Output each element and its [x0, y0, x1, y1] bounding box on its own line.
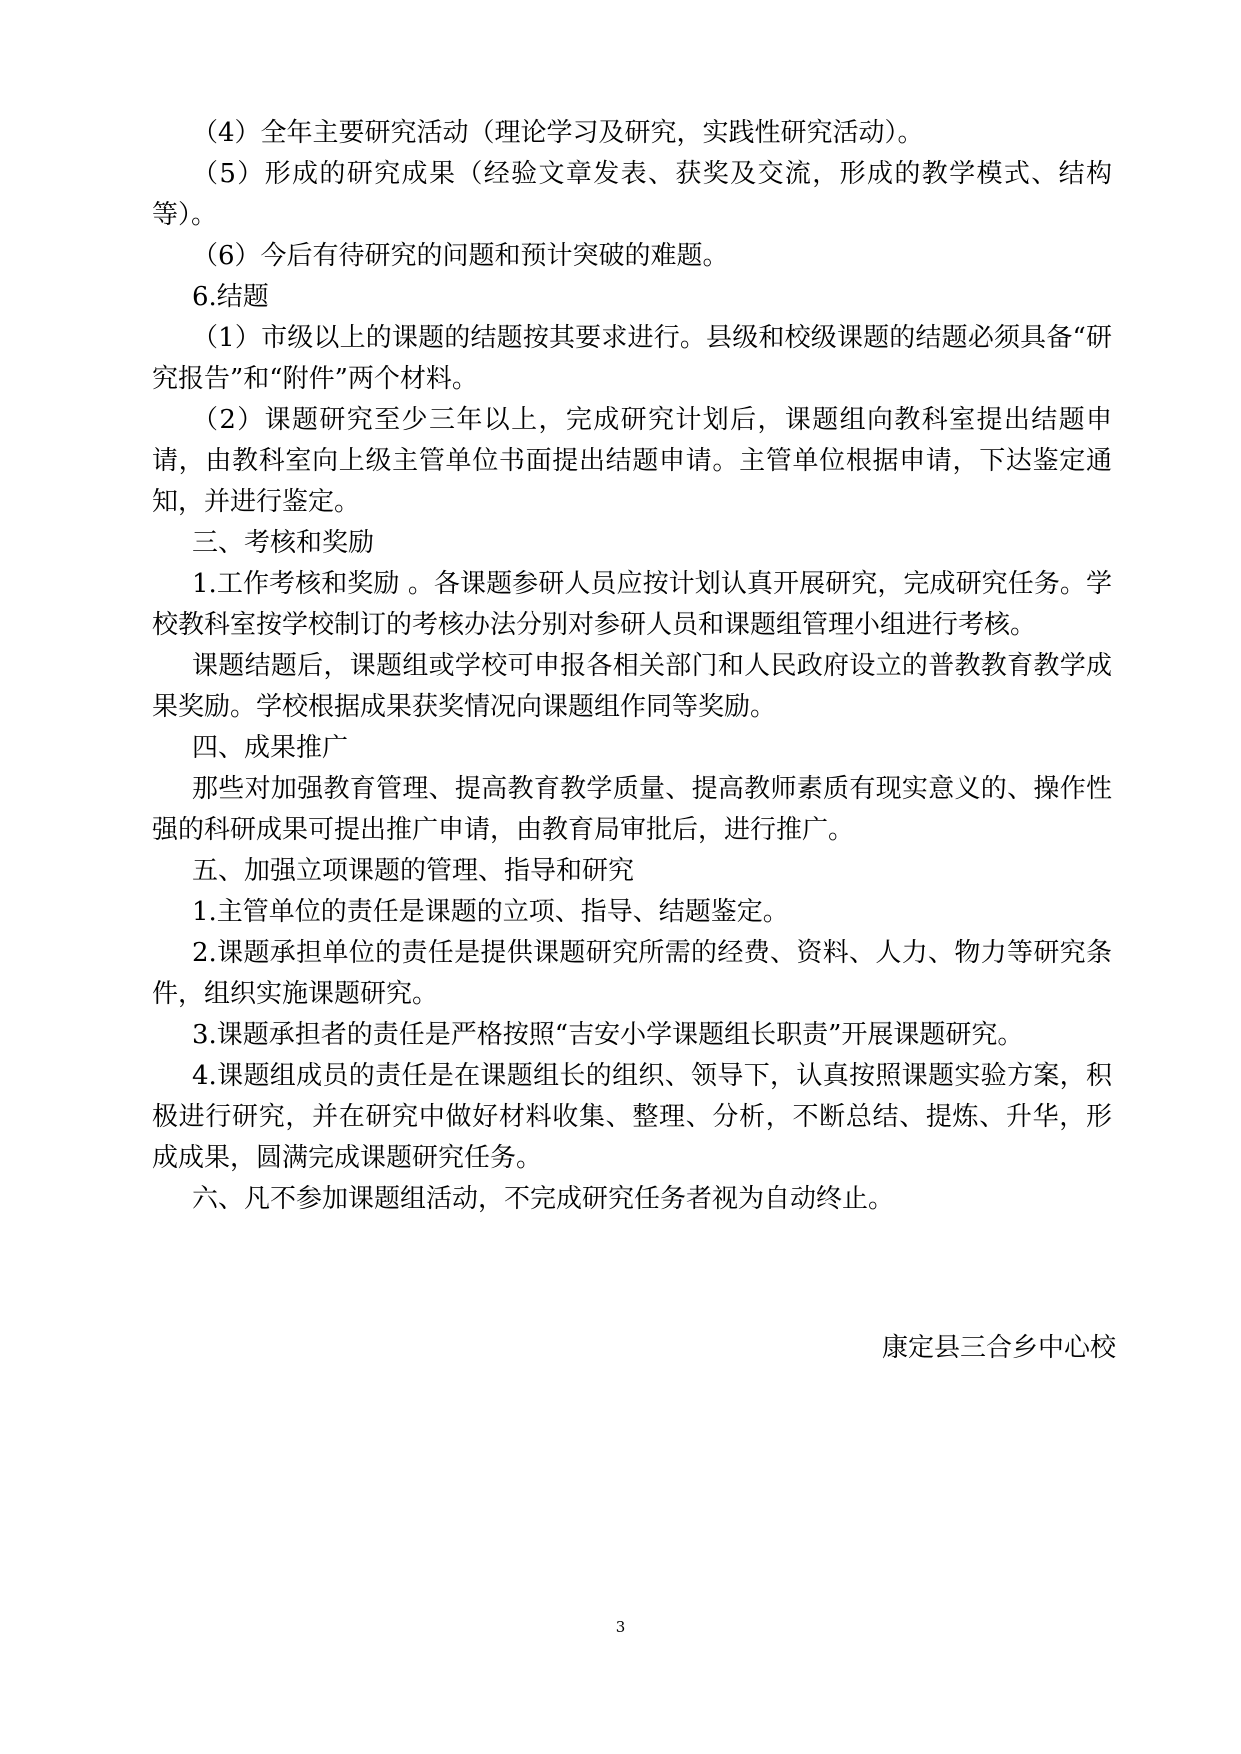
- page-number: 3: [615, 1618, 626, 1636]
- paragraph: （4）全年主要研究活动（理论学习及研究，实践性研究活动）。: [192, 118, 924, 148]
- paragraph: 1.主管单位的责任是课题的立项、指导、结题鉴定。: [192, 897, 789, 927]
- paragraph: 4.课题组成员的责任是在课题组长的组织、领导下，认真按照课题实验方案，积极进行研究，并在研究中做好材料收集、整理、分析，不断总结、提炼、升华，形成成果，圆满完成课题研究任务。: [152, 1061, 1112, 1173]
- paragraph: （1）市级以上的课题的结题按其要求进行。县级和校级课题的结题必须具备“研究报告”和“附件”两个材料。: [152, 323, 1112, 394]
- paragraph: 3.课题承担者的责任是严格按照“吉安小学课题组长职责”开展课题研究。: [192, 1020, 1024, 1050]
- paragraph: （6）今后有待研究的问题和预计突破的难题。: [192, 241, 729, 271]
- document-body: [152, 113, 1112, 1220]
- paragraph: （2）课题研究至少三年以上，完成研究计划后，课题组向教科室提出结题申请，由教科室向上级主管单位书面提出结题申请。主管单位根据申请，下达鉴定通知，并进行鉴定。: [152, 405, 1112, 517]
- section-heading: 六、凡不参加课题组活动，不完成研究任务者视为自动终止。: [192, 1184, 895, 1214]
- paragraph: 1.工作考核和奖励 。各课题参研人员应按计划认真开展研究，完成研究任务。学校教科室按学校制订的考核办法分别对参研人员和课题组管理小组进行考核。: [152, 569, 1112, 640]
- section-heading: 6.结题: [192, 282, 269, 312]
- paragraph: 那些对加强教育管理、提高教育教学质量、提高教师素质有现实意义的、操作性强的科研成果可提出推广申请，由教育局审批后，进行推广。: [152, 774, 1112, 845]
- paragraph: 2.课题承担单位的责任是提供课题研究所需的经费、资料、人力、物力等研究条件，组织实施课题研究。: [152, 938, 1112, 1009]
- signature: 康定县三合乡中心校: [881, 1333, 1116, 1363]
- section-heading: 三、考核和奖励: [192, 528, 375, 558]
- section-heading: 四、成果推广: [192, 733, 349, 763]
- paragraph: 课题结题后，课题组或学校可申报各相关部门和人民政府设立的普教教育教学成果奖励。学校根据成果获奖情况向课题组作同等奖励。: [152, 651, 1112, 722]
- paragraph: （5）形成的研究成果（经验文章发表、获奖及交流，形成的教学模式、结构等）。: [152, 159, 1112, 230]
- section-heading: 五、加强立项课题的管理、指导和研究: [192, 856, 635, 886]
